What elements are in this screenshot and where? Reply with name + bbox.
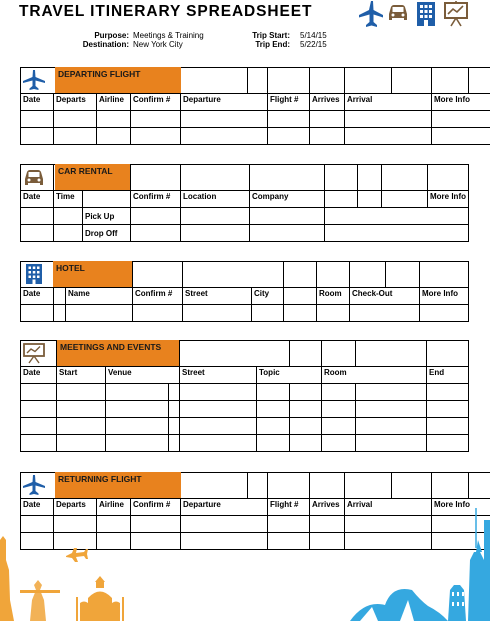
hotel-banner: HOTEL (53, 261, 132, 287)
col-more-info: More Info (432, 94, 490, 111)
airplane-icon (358, 0, 384, 28)
table-row (21, 516, 490, 533)
col-departs: Departs (54, 94, 97, 111)
col-room: Room (322, 367, 427, 384)
col-check-out: Check-Out (350, 288, 420, 305)
col-flight: Flight # (268, 94, 310, 111)
col-arrives: Arrives (310, 499, 345, 516)
col-topic: Topic (257, 367, 322, 384)
table-row (21, 418, 469, 435)
col-confirm: Confirm # (133, 288, 183, 305)
car-icon (22, 166, 46, 188)
departing-header-row (21, 94, 490, 111)
departing-flight-section (20, 67, 468, 147)
col-date: Date (21, 191, 54, 208)
table-row (21, 401, 469, 418)
table-row (21, 225, 469, 242)
hotel-icon (22, 263, 46, 285)
col-arrives: Arrives (310, 94, 345, 111)
table-row (21, 128, 490, 145)
col-more-info: More Info (432, 499, 490, 516)
trip-end-value: 5/22/15 (300, 40, 327, 49)
returning-banner: RETURNING FLIGHT (55, 472, 181, 498)
table-row (21, 208, 469, 225)
table-row (21, 435, 469, 452)
col-venue: Venue (106, 367, 180, 384)
col-confirm: Confirm # (131, 94, 181, 111)
purpose-label: Purpose: (94, 31, 129, 40)
col-date: Date (21, 367, 57, 384)
col-city: City (252, 288, 284, 305)
col-start: Start (57, 367, 106, 384)
meetings-section (20, 340, 468, 454)
col-street: Street (183, 288, 252, 305)
destination-value: New York City (133, 40, 183, 49)
car-banner: CAR RENTAL (55, 164, 130, 190)
col-flight: Flight # (268, 499, 310, 516)
meetings-banner: MEETINGS AND EVENTS (57, 340, 179, 366)
trip-end-label: Trip End: (255, 40, 290, 49)
airplane-icon (22, 69, 46, 91)
col-confirm: Confirm # (131, 499, 181, 516)
col-date: Date (21, 499, 54, 516)
col-end: End (427, 367, 469, 384)
table-row (21, 305, 469, 322)
presentation-icon (22, 342, 46, 364)
car-rental-section (20, 164, 468, 244)
col-departure: Departure (181, 94, 268, 111)
page-title: TRAVEL ITINERARY SPREADSHEET (19, 3, 313, 20)
col-location: Location (181, 191, 250, 208)
col-airline: Airline (97, 499, 131, 516)
col-more-info: More Info (428, 191, 469, 208)
departing-banner: DEPARTING FLIGHT (55, 67, 181, 93)
returning-header-row (21, 499, 490, 516)
pickup-label: Pick Up (83, 208, 131, 225)
col-airline: Airline (97, 94, 131, 111)
meetings-header-row (21, 367, 469, 384)
col-departure: Departure (181, 499, 268, 516)
returning-flight-section (20, 472, 468, 552)
col-departs: Departs (54, 499, 97, 516)
car-header-row (21, 191, 469, 208)
col-more-info: More Info (420, 288, 469, 305)
col-street: Street (180, 367, 257, 384)
col-company: Company (250, 191, 325, 208)
col-confirm: Confirm # (131, 191, 181, 208)
trip-start-label: Trip Start: (252, 31, 290, 40)
destination-label: Destination: (82, 40, 129, 49)
col-time: Time (54, 191, 83, 208)
col-date: Date (21, 94, 54, 111)
hotel-section (20, 261, 468, 323)
airplane-icon (22, 474, 46, 496)
col-room: Room (317, 288, 350, 305)
col-name: Name (66, 288, 133, 305)
col-arrival: Arrival (345, 499, 432, 516)
trip-start-value: 5/14/15 (300, 31, 327, 40)
col-date: Date (21, 288, 54, 305)
hotel-header-row (21, 288, 469, 305)
car-icon (386, 0, 410, 24)
table-row (21, 111, 490, 128)
title-icons (358, 0, 470, 30)
col-arrival: Arrival (345, 94, 432, 111)
presentation-icon (443, 0, 469, 28)
hotel-icon (414, 0, 438, 28)
purpose-value: Meetings & Training (133, 31, 204, 40)
dropoff-label: Drop Off (83, 225, 131, 242)
table-row (21, 384, 469, 401)
table-row (21, 533, 490, 550)
